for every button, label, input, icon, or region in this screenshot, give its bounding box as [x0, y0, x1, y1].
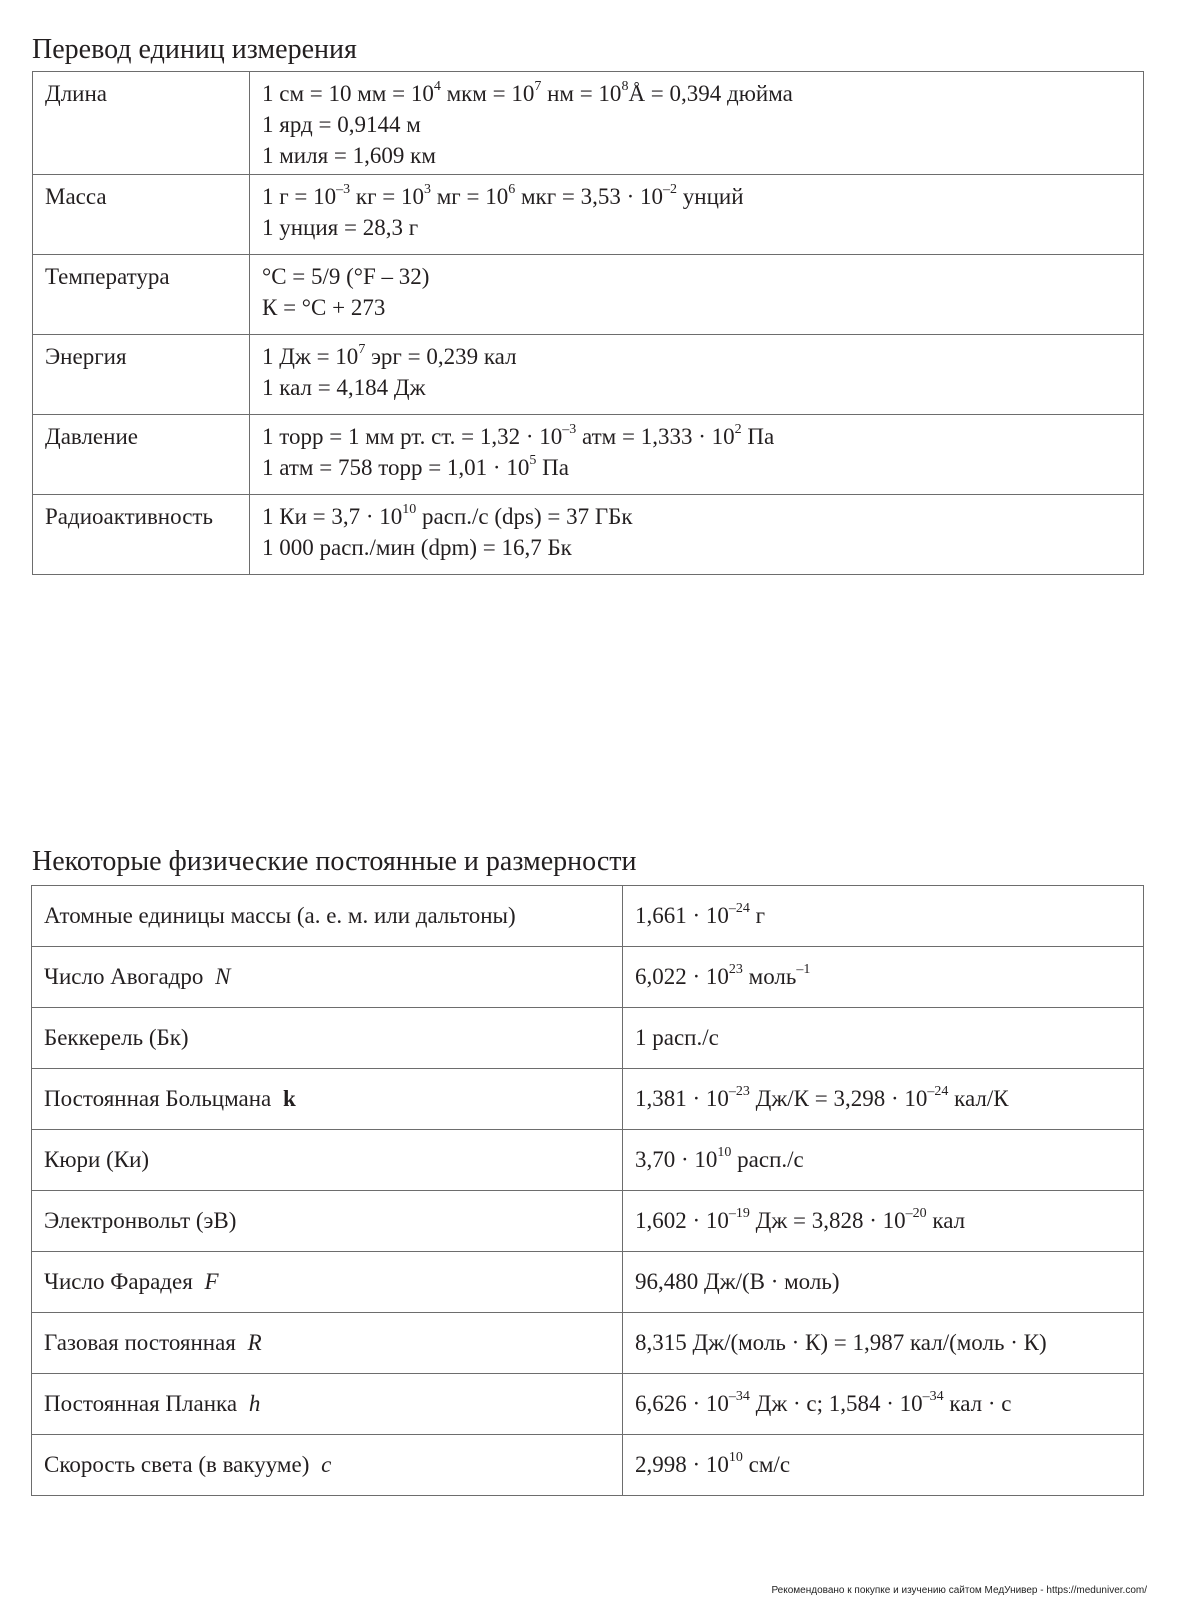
constant-value-cell — [623, 1069, 1144, 1130]
exponent: –24 — [927, 1084, 949, 1100]
table-row — [32, 1191, 1144, 1252]
exponent: –24 — [728, 901, 750, 917]
constant-symbol: c — [321, 1452, 332, 1477]
constant-symbol: R — [247, 1330, 262, 1355]
text-segment: Па — [536, 455, 569, 480]
conversion-cell — [250, 335, 1144, 415]
conversion-line — [262, 532, 1131, 563]
text-segment: 1 кал = 4,184 Дж — [262, 375, 426, 400]
conversion-line — [262, 452, 1131, 483]
constant-value-cell — [623, 1008, 1144, 1069]
table-row — [32, 886, 1144, 947]
exponent: –34 — [922, 1389, 944, 1405]
table-row — [33, 495, 1144, 575]
conversion-cell — [250, 175, 1144, 255]
table-row — [32, 1435, 1144, 1496]
quantity-label: Температура — [33, 255, 250, 335]
constant-value-cell — [623, 1435, 1144, 1496]
constant-name: Число Фарадея — [44, 1269, 193, 1294]
constant-name: Постоянная Планка — [44, 1391, 238, 1416]
text-segment: 1 расп./с — [635, 1025, 719, 1050]
exponent: 8 — [621, 79, 629, 95]
exponent: –34 — [728, 1389, 750, 1405]
text-segment: мкг = 3,53 · 10 — [515, 184, 664, 209]
table-row — [32, 1130, 1144, 1191]
constant-name-cell — [32, 886, 623, 947]
constant-name-cell — [32, 1130, 623, 1191]
conversion-line — [262, 501, 1131, 532]
table-row — [33, 335, 1144, 415]
table-row — [32, 1008, 1144, 1069]
text-segment: 1 Дж = 10 — [262, 344, 359, 369]
text-segment: кг = 10 — [350, 184, 424, 209]
constant-name: Постоянная Больцмана — [44, 1086, 272, 1111]
conversion-line — [262, 78, 1131, 109]
conversion-cell — [250, 72, 1144, 175]
constant-value-cell — [623, 1130, 1144, 1191]
text-segment: 1 г = 10 — [262, 184, 337, 209]
constant-name-cell — [32, 1313, 623, 1374]
text-segment: 1 Ки = 3,7 · 10 — [262, 504, 403, 529]
text-segment: 6,022 · 10 — [635, 964, 729, 989]
text-segment: 1 ярд = 0,9144 м — [262, 112, 421, 137]
exponent: –3 — [562, 422, 577, 438]
exponent: 2 — [734, 422, 742, 438]
text-segment: 1 атм = 758 торр = 1,01 · 10 — [262, 455, 530, 480]
constant-name: Число Авогадро — [44, 964, 204, 989]
conversion-line — [262, 421, 1131, 452]
exponent: 10 — [717, 1145, 732, 1161]
text-segment: 1,602 · 10 — [635, 1208, 729, 1233]
text-segment: 8,315 Дж/(моль · К) = 1,987 кал/(моль · К) — [635, 1330, 1047, 1355]
conversion-line — [262, 261, 1131, 292]
table-row — [32, 1313, 1144, 1374]
quantity-label: Энергия — [33, 335, 250, 415]
text-segment: 1,381 · 10 — [635, 1086, 729, 1111]
text-segment: нм = 10 — [541, 81, 622, 106]
text-segment: Å = 0,394 дюйма — [628, 81, 793, 106]
constant-value-cell — [623, 886, 1144, 947]
conversion-line — [262, 181, 1131, 212]
text-segment: мг = 10 — [431, 184, 509, 209]
exponent: 3 — [424, 182, 431, 198]
text-segment: 2,998 · 10 — [635, 1452, 729, 1477]
constant-name: Электронвольт (эВ) — [44, 1208, 237, 1233]
text-segment: Дж · с; 1,584 · 10 — [749, 1391, 923, 1416]
physical-constants-table — [31, 885, 1144, 1496]
constant-symbol: h — [248, 1391, 261, 1416]
exponent: 7 — [534, 79, 542, 95]
text-segment: моль — [742, 964, 797, 989]
exponent: –19 — [728, 1206, 750, 1222]
constant-name-cell — [32, 1252, 623, 1313]
units-conversion-table — [32, 71, 1144, 575]
constants-table-body — [32, 886, 1144, 1496]
exponent: –1 — [796, 962, 811, 978]
conversion-cell — [250, 255, 1144, 335]
text-segment: кал · с — [943, 1391, 1012, 1416]
conversion-cell — [250, 415, 1144, 495]
table-row — [32, 947, 1144, 1008]
table-row — [32, 1374, 1144, 1435]
text-segment: К = °C + 273 — [262, 295, 386, 320]
table-row — [33, 415, 1144, 495]
constant-name: Кюри (Ки) — [44, 1147, 150, 1172]
conversion-line — [262, 140, 1131, 171]
conversion-line — [262, 212, 1131, 243]
conversion-line — [262, 372, 1131, 403]
constant-symbol: k — [283, 1086, 296, 1111]
constant-name-cell — [32, 1008, 623, 1069]
constant-symbol: F — [204, 1269, 219, 1294]
constants-section-title: Некоторые физические постоянные и размерности — [32, 846, 637, 877]
text-segment: мкм = 10 — [440, 81, 535, 106]
exponent: 10 — [728, 1450, 743, 1466]
text-segment: Па — [741, 424, 775, 449]
constant-name-cell — [32, 1435, 623, 1496]
table-row — [32, 1069, 1144, 1130]
constant-symbol: N — [215, 964, 231, 989]
conversion-line — [262, 109, 1131, 140]
units-table-body — [33, 72, 1144, 575]
constant-value-cell — [623, 1313, 1144, 1374]
table-row — [33, 255, 1144, 335]
text-segment: 1 унция = 28,3 г — [262, 215, 419, 240]
text-segment: 6,626 · 10 — [635, 1391, 729, 1416]
table-row — [33, 72, 1144, 175]
text-segment: 1 торр = 1 мм рт. ст. = 1,32 · 10 — [262, 424, 563, 449]
text-segment: 1 см = 10 мм = 10 — [262, 81, 434, 106]
quantity-label: Радиоактивность — [33, 495, 250, 575]
text-segment: расп./с (dps) = 37 ГБк — [416, 504, 633, 529]
exponent: 23 — [728, 962, 743, 978]
exponent: 10 — [402, 502, 417, 518]
text-segment: см/с — [742, 1452, 791, 1477]
quantity-label: Давление — [33, 415, 250, 495]
quantity-label: Масса — [33, 175, 250, 255]
constant-name-cell — [32, 1374, 623, 1435]
constant-name: Атомные единицы массы (а. е. м. или дальтоны) — [44, 903, 516, 928]
text-segment: 3,70 · 10 — [635, 1147, 718, 1172]
text-segment: 1 000 расп./мин (dpm) = 16,7 Бк — [262, 535, 572, 560]
constant-name: Скорость света (в вакууме) — [44, 1452, 310, 1477]
footer-note[interactable]: Рекомендовано к покупке и изучению сайтом МедУнивер - https://meduniver.com/ — [771, 1585, 1147, 1596]
conversion-line — [262, 341, 1131, 372]
text-segment: Дж/К = 3,298 · 10 — [749, 1086, 928, 1111]
exponent: –3 — [336, 182, 351, 198]
text-segment: 96,480 Дж/(В · моль) — [635, 1269, 840, 1294]
constant-name-cell — [32, 1069, 623, 1130]
exponent: 6 — [508, 182, 516, 198]
exponent: –20 — [905, 1206, 927, 1222]
conversion-line — [262, 292, 1131, 323]
constant-name: Газовая постоянная — [44, 1330, 236, 1355]
quantity-label: Длина — [33, 72, 250, 175]
text-segment: 1,661 · 10 — [635, 903, 729, 928]
text-segment: 1 миля = 1,609 км — [262, 143, 436, 168]
text-segment: кал/К — [948, 1086, 1009, 1111]
exponent: 7 — [358, 342, 366, 358]
constant-value-cell — [623, 1374, 1144, 1435]
conversion-cell — [250, 495, 1144, 575]
text-segment: г — [749, 903, 766, 928]
constant-name-cell — [32, 947, 623, 1008]
table-row — [33, 175, 1144, 255]
text-segment: °C = 5/9 (°F – 32) — [262, 264, 430, 289]
constant-value-cell — [623, 1252, 1144, 1313]
text-segment: кал — [926, 1208, 966, 1233]
text-segment: унций — [677, 184, 744, 209]
text-segment: эрг = 0,239 кал — [365, 344, 517, 369]
exponent: –2 — [663, 182, 678, 198]
exponent: 5 — [529, 453, 537, 469]
constant-value-cell — [623, 1191, 1144, 1252]
text-segment: Дж = 3,828 · 10 — [749, 1208, 906, 1233]
constant-name-cell — [32, 1191, 623, 1252]
exponent: 4 — [433, 79, 441, 95]
text-segment: атм = 1,333 · 10 — [576, 424, 735, 449]
exponent: –23 — [728, 1084, 750, 1100]
units-section-title: Перевод единиц измерения — [32, 34, 357, 65]
constant-value-cell — [623, 947, 1144, 1008]
table-row — [32, 1252, 1144, 1313]
constant-name: Беккерель (Бк) — [44, 1025, 189, 1050]
text-segment: расп./с — [731, 1147, 804, 1172]
